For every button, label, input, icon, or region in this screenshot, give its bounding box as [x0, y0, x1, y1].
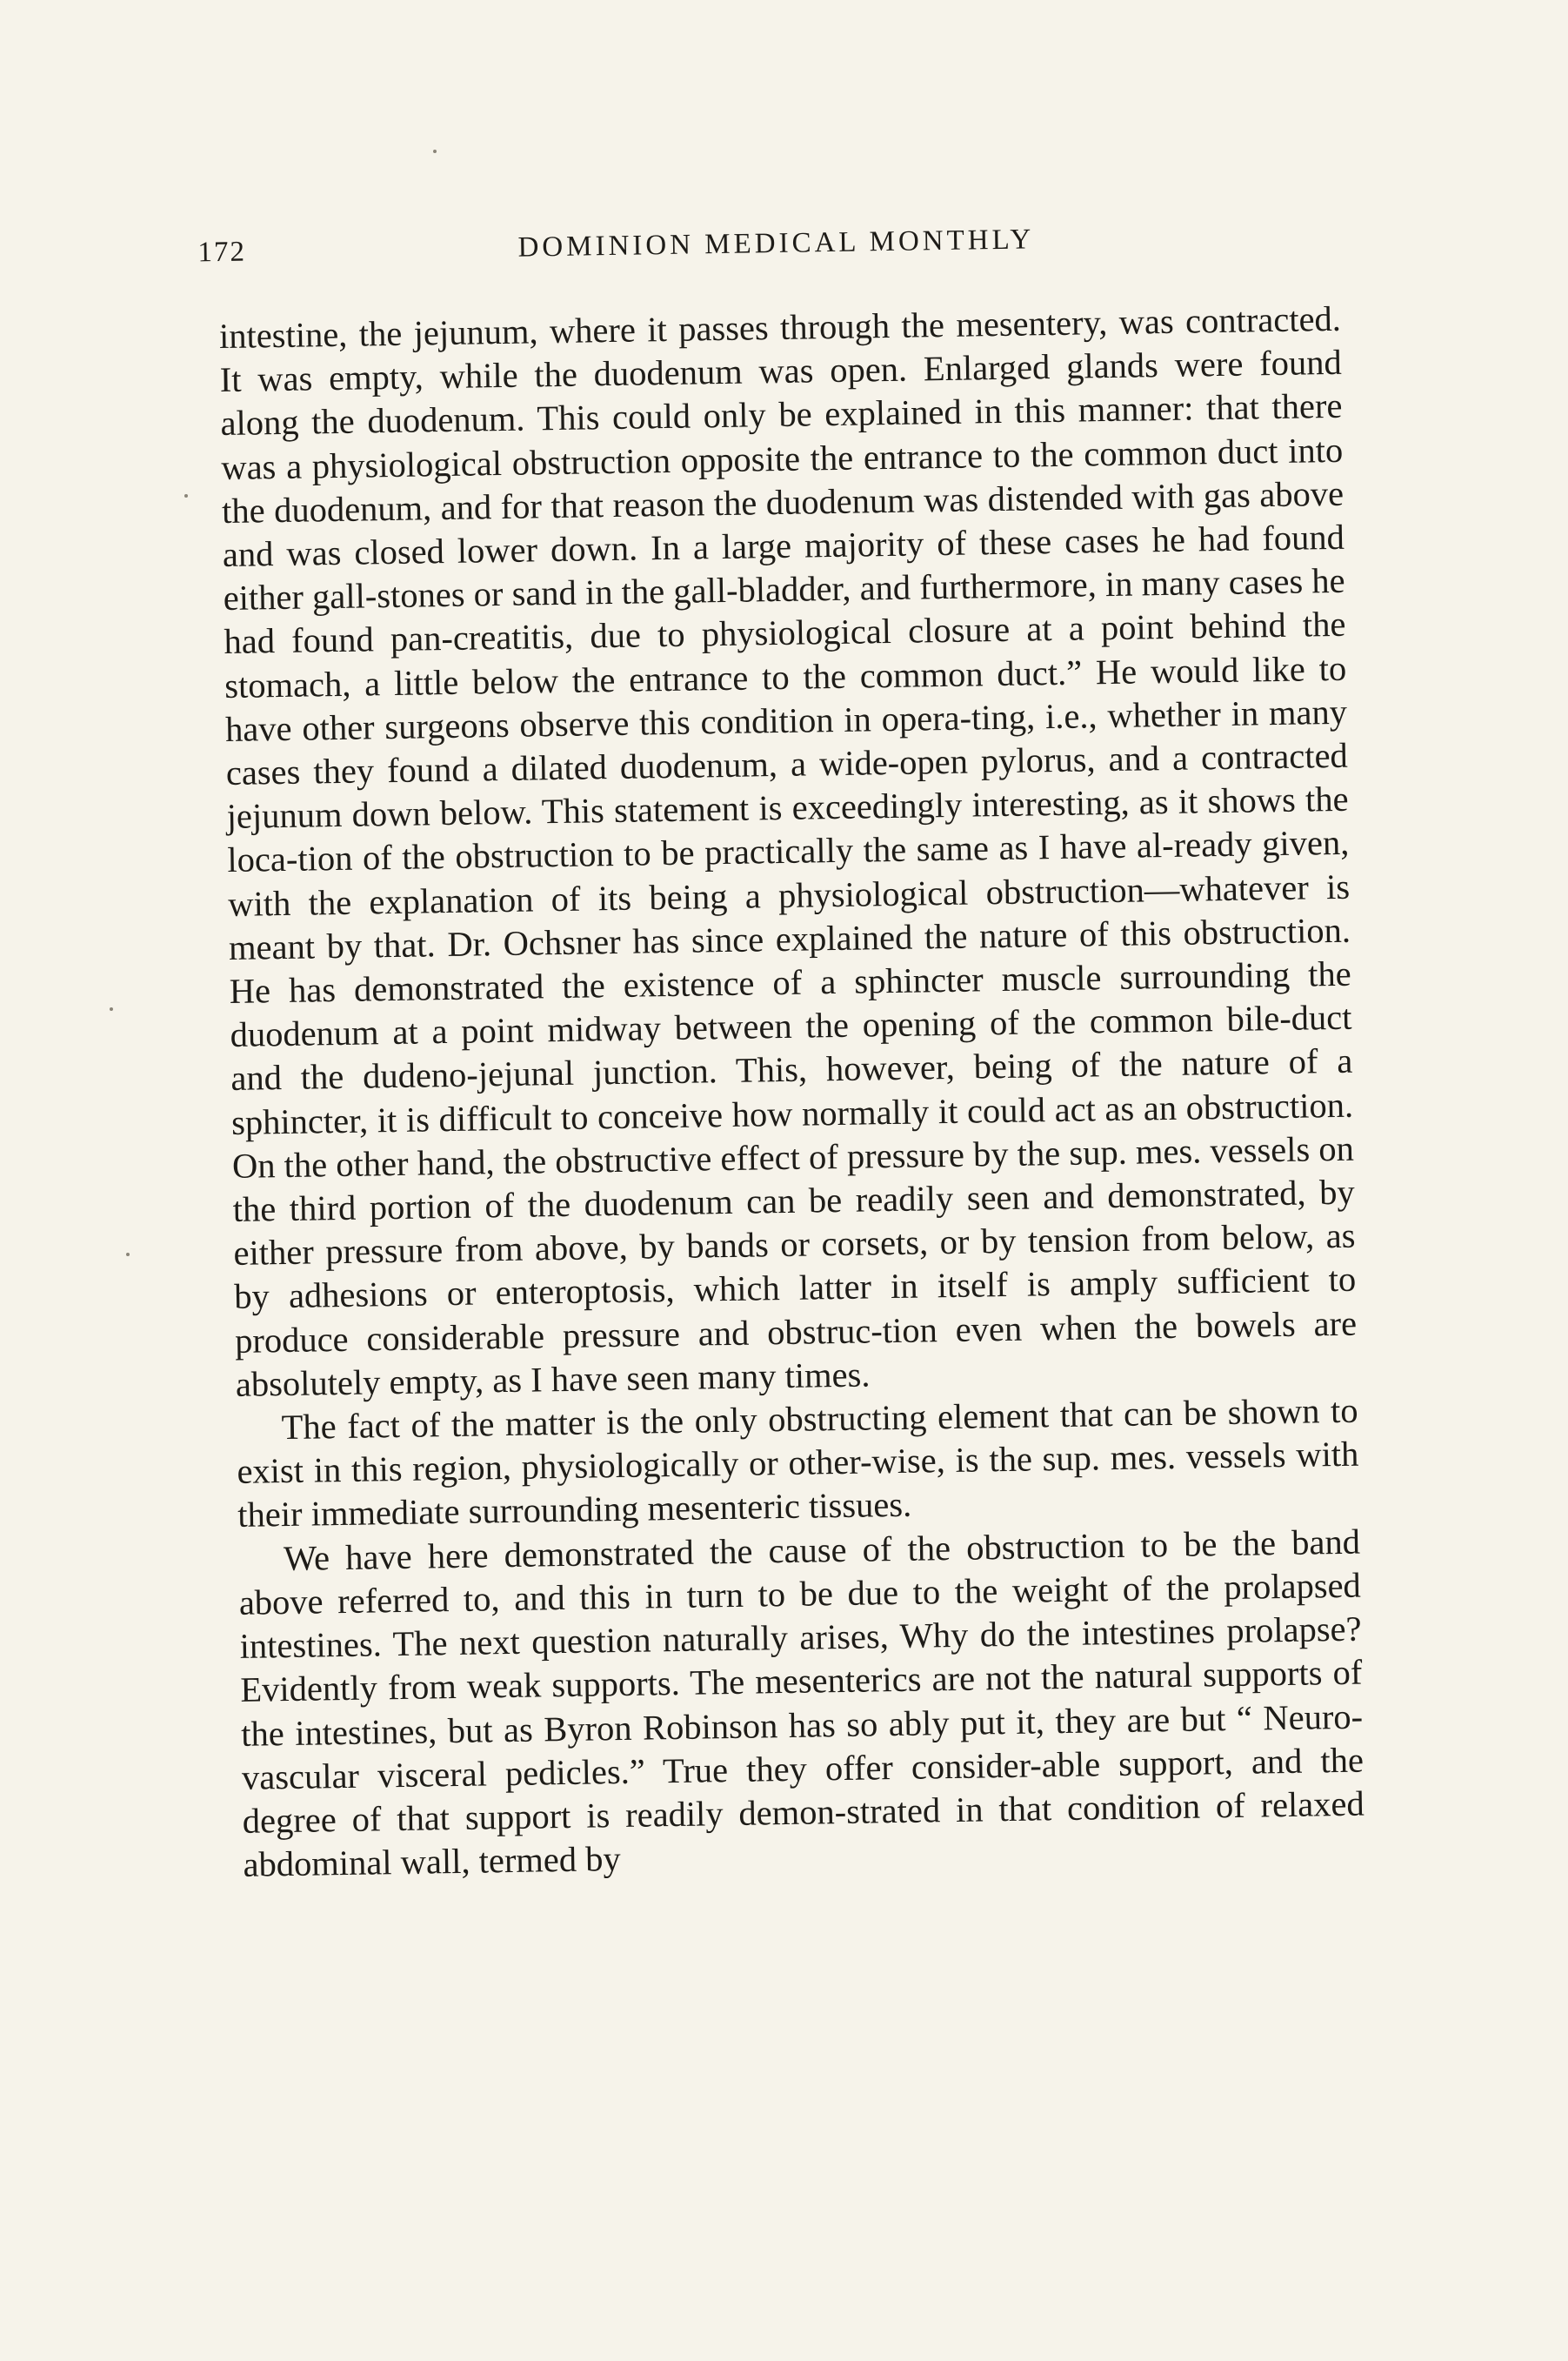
- paragraph-cause-of-obstruction: We have here demonstrated the cause of the obstruction to be the band above referred to, and this in turn to be due to the weight of the prolapsed intestines. The next question naturally arises, Why do the intestines prolapse? Evidently from weak supports. The mesenterics are not the natural supports of the intestines, but as Byron Robinson has so ably put it, they are but “ Neuro-vascular visceral pedicles.” True they offer consider-able support, and the degree of that support is readily demon-strated in that condition of relaxed abdominal wall, termed by: [238, 1522, 1365, 1884]
- paper-speck: [110, 1007, 113, 1011]
- page-number: 172: [197, 236, 247, 269]
- paragraph-continued: intestine, the jejunum, where it passes through the mesentery, was contracted. It was empty, while the duodenum was open. Enlarged glands were found along the duodenum. This could only be explained in this manner: that there was a physiological obstruction opposite the entrance to the common duct into the duodenum, and for that reason the duodenum was distended with gas above and was closed lower down. In a large majority of these cases he had found either gall-stones or sand in the gall-bladder, and furthermore, in many cases he had found pan-creatitis, due to physiological closure at a point behind the stomach, a little below the entrance to the common duct.” He would like to have other surgeons observe this condition in opera-ting, i.e., whether in many cases they found a dilated duodenum, a wide-open pylorus, and a contracted jejunum down below. This statement is exceedingly interesting, as it shows the loca-tion of the obstruction to be practically the same as I have al-ready given, with the explanation of its being a physiological obstruction—whatever is meant by that. Dr. Ochsner has since explained the nature of this obstruction. He has demonstrated the existence of a sphincter muscle surrounding the duodenum at a point midway between the opening of the common bile-duct and the dudeno-jejunal junction. This, however, being of the nature of a sphincter, it is difficult to conceive how normally it could act as an obstruction. On the other hand, the obstructive effect of pressure by the sup. mes. vessels on the third portion of the duodenum can be readily seen and demonstrated, by either pressure from above, by bands or corsets, or by tension from below, as by adhesions or enteroptosis, which latter in itself is amply sufficient to produce considerable pressure and obstruc-tion even when the bowels are absolutely empty, as I have seen many times.: [218, 298, 1358, 1404]
- paragraph-obstructing-element: The fact of the matter is the only obstructing element that can be shown to exist in this region, physiologically or other-wise, is the sup. mes. vessels with their immediate surrounding mesenteric tissues.: [237, 1390, 1359, 1535]
- journal-title: DOMINION MEDICAL MONTHLY: [517, 224, 1035, 264]
- paper-speck: [126, 1253, 130, 1256]
- paper-speck: [433, 150, 437, 153]
- article-body: [219, 298, 1365, 1887]
- paper-speck: [184, 494, 188, 498]
- running-head: [197, 219, 1355, 279]
